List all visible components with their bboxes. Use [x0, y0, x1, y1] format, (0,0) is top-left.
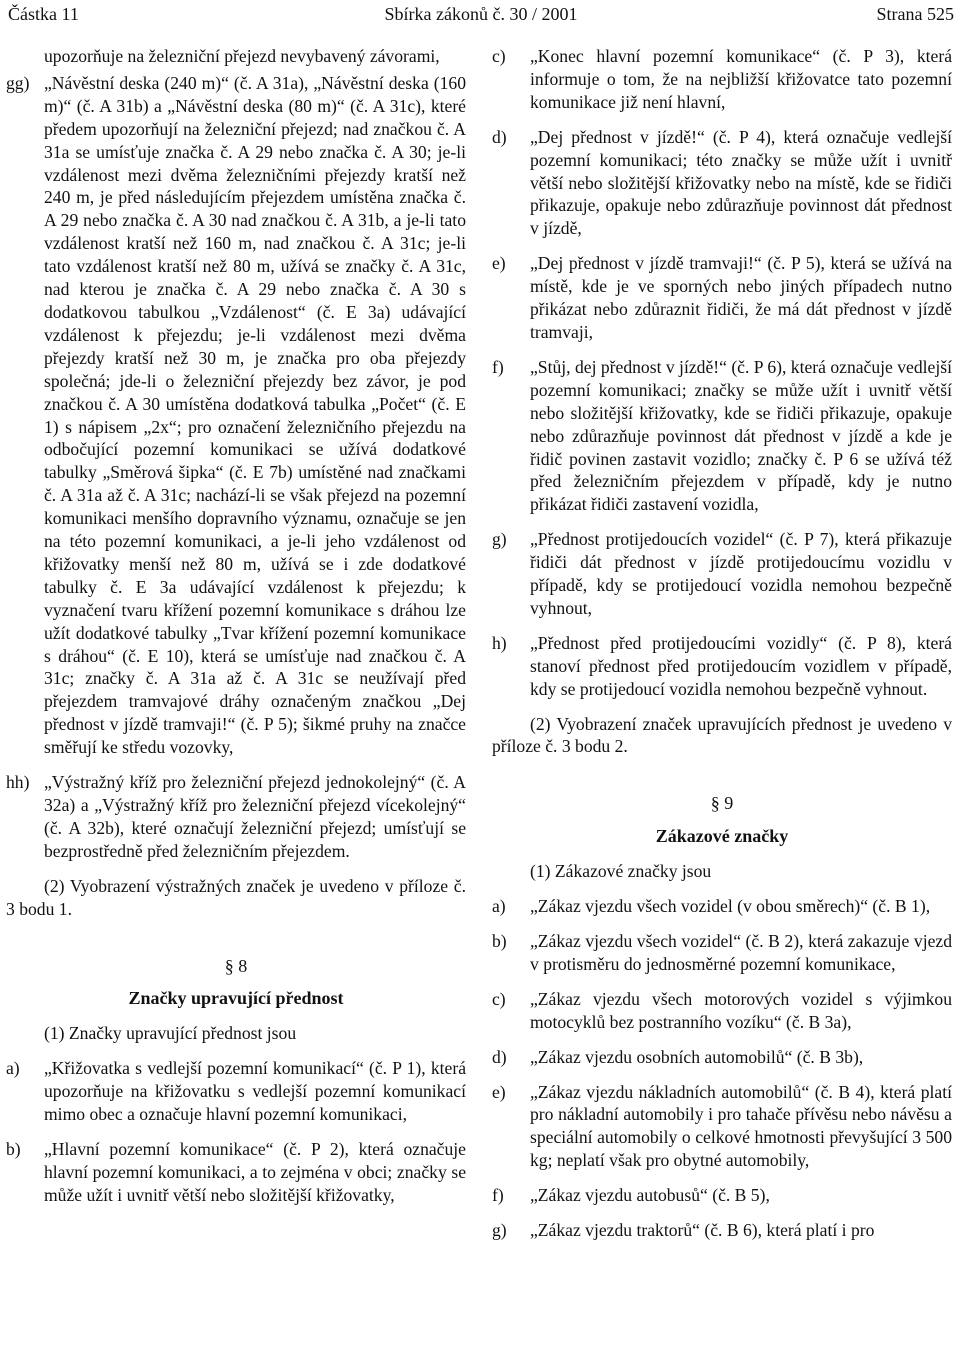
item-label: c)	[492, 46, 506, 66]
item-label: g)	[492, 1220, 507, 1241]
list-item-zg	[492, 1219, 952, 1242]
item-text: „Výstražný kříž pro železniční přejezd jednokolejný“ (č. A 32a) a „Výstražný kříž pro železniční přejezd vícekolejný“ (č. A 32b), které označují železniční přejezd; umísťují se bezprostředně před železničním přejezdem.	[44, 772, 466, 861]
list-item-ze	[492, 1081, 952, 1173]
item-label: a)	[6, 1058, 20, 1079]
section-number: § 9	[710, 793, 734, 814]
item-text: „Dej přednost v jízdě!“ (č. P 4), která označuje vedlejší pozemní komunikaci; této značky se může užít i uvnitř větší nebo složitější křižovatky nebo na místě, kde se řidiči přikazuje, opakuje nebo zdůrazňuje povinnost dát přednost v jízdě,	[530, 126, 952, 239]
list-item-zd	[492, 1046, 952, 1069]
list-item-zb	[492, 930, 952, 976]
item-text: „Zákaz vjezdu všech motorových vozidel s výjimkou motocyklů bez postranního vozíku“ (č. B 3a),	[530, 988, 952, 1032]
left-column	[6, 45, 466, 1219]
list-item-h	[492, 632, 952, 701]
item-text: „Zákaz vjezdu všech vozidel (v obou směrech)“ (č. B 1),	[530, 896, 931, 917]
item-label: b)	[6, 1138, 21, 1159]
item-text: „Zákaz vjezdu autobusů“ (č. B 5),	[530, 1185, 770, 1206]
item-text: „Zákaz vjezdu traktorů“ (č. B 6), která platí i pro	[530, 1220, 875, 1241]
section-number: § 8	[224, 955, 248, 976]
item-label: a)	[492, 896, 506, 917]
list-item-g	[492, 528, 952, 620]
item-text: „Přednost protijedoucích vozidel“ (č. P 7), která přikazuje řidiči dát přednost v jízdě protijedoucímu vozidlu v případě, kdy se protijedoucí vozidla nemohou bezpečně vyhnout,	[530, 529, 952, 618]
item-text: „Křižovatka s vedlejší pozemní komunikací“ (č. P 1), která upozorňuje na křižovatku s vedlejší pozemní komunikací mimo obec a označuje hlavní pozemní komunikaci,	[44, 1058, 466, 1125]
item-label: e)	[492, 1081, 506, 1102]
item-label: d)	[492, 126, 507, 147]
list-item-zf	[492, 1184, 952, 1207]
item-text: „Přednost před protijedoucími vozidly“ (č. P 8), která stanoví přednost před protijedoucím vozidlem v případě, kdy se protijedoucí vozidla nemohou bezpečně vyhnout.	[530, 632, 952, 699]
item-text: „Stůj, dej přednost v jízdě!“ (č. P 6), která označuje vedlejší pozemní komunikaci; značky se může užít i uvnitř větší nebo složitější křižovatky, kde se řidiči přikazuje, opakuje nebo zdůrazňuje povinnost dát přednost v jízdě a kde je řidič povinen zastavit vozidlo; značky č. P 6 se užívá též před železničním přejezdem v případě, kdy je nutno přikázat řidiči zastavení vozidla,	[530, 356, 952, 515]
page-header	[8, 4, 954, 32]
list-item-e	[492, 252, 952, 344]
item-text: „Zákaz vjezdu nákladních automobilů“ (č. B 4), která platí pro nákladní automobily i pro tahače přívěsu nebo návěsu a speciální automobily o celkové hmotnosti převyšující 3 500 kg; neplatí však pro obytné automobily,	[530, 1081, 952, 1171]
item-label: d)	[492, 1046, 507, 1067]
section-intro: (1) Zákazové značky jsou	[530, 861, 712, 882]
item-label: h)	[492, 632, 507, 653]
header-page-number: Strana 525	[876, 4, 954, 24]
item-label: f)	[492, 356, 504, 377]
header-collection: Sbírka zákonů č. 30 / 2001	[384, 4, 578, 24]
item-text: „Konec hlavní pozemní komunikace“ (č. P 3), která informuje o tom, že na nejbližší křižovatce tato pozemní komunikace již není hlavní,	[530, 46, 952, 112]
item-label: g)	[492, 529, 507, 550]
list-item-hh	[6, 771, 466, 863]
item-label: e)	[492, 253, 506, 274]
list-item-b	[6, 1138, 466, 1207]
section-title: Zákazové značky	[655, 826, 789, 847]
list-item-c	[492, 45, 952, 114]
section-title: Značky upravující přednost	[128, 988, 344, 1009]
item-text: „Zákaz vjezdu všech vozidel“ (č. B 2), která zakazuje vjezd v protisměru do jednosměrné pozemní komunikace,	[530, 931, 952, 974]
header-issue: Částka 11	[8, 4, 79, 24]
item-text: „Návěstní deska (240 m)“ (č. A 31a), „Návěstní deska (160 m)“ (č. A 31b) a „Návěstní deska (80 m)“ (č. A 31c), které předem upozorňují na železniční přejezd; nad značkou č. A 31a se umísťuje značka č. A 29 nebo značka č. A 30; je-li vzdálenost mezi dvěma železničními přejezdy kratší než 240 m, je před následujícím přejezdem umístěna značka č. A 29 nebo značka č. A 30 nad značkou č. A 31b, a je-li tato vzdálenost kratší než 160 m, nad značkou č. A 31c; je-li tato vzdálenost kratší než 80 m, užívá se značky č. A 31c, nad kterou je značka č. A 29 nebo značka č. A 30 s dodatkovou tabulkou „Vzdálenost“ (č. E 3a) udávající vzdálenost k přejezdu; je-li vzdálenost mezi dvěma přejezdy kratší než 30 m, je značka pro oba přejezdy společná; jde-li o železniční přejezdy bez závor, je pod značkou č. A 30 umístěna dodatková tabulka „Počet“ (č. E 1) s nápisem „2x“; pro označení železničního přejezdu na odbočující pozemní komunikaci se užívá dodatkové tabulky „Směrová šipka“ (č. E 7b) umístěné nad značkami č. A 31a až č. A 31c; nachází-li se však přejezd na pozemní komunikaci menšího dopravního významu, označuje se jen na této pozemní komunikaci, a je-li jeho vzdálenost od křižovatky menší než 80 m, užívá se i zde dodatkové tabulky č. E 3a udávající vzdálenost k přejezdu; k vyznačení tvaru křížení pozemní komunikace s dráhou lze užít dodatkové tabulky „Tvar křížení pozemní komunikace s dráhou“ (č. E 10), která se umísťuje nad značkou č. A 31c; značky č. A 31a až č. A 31c se neužívají před přejezdem tramvajové dráhy označeným značkou „Dej přednost v jízdě tramvaji!“ (č. P 5); šikmé pruhy na značce směřují ke středu vozovky,	[44, 72, 466, 758]
right-column	[492, 45, 952, 1254]
item-label: b)	[492, 931, 507, 951]
list-item-za	[492, 895, 952, 918]
item-label: gg)	[6, 72, 30, 93]
paragraph-2: (2) Vyobrazení značek upravujících přednost je uvedeno v příloze č. 3 bodu 2.	[492, 713, 952, 757]
list-item-zc	[492, 988, 952, 1034]
item-label: hh)	[6, 772, 30, 793]
item-text: „Dej přednost v jízdě tramvaji!“ (č. P 5), která se užívá na místě, kde je ve sporných nebo jiných případech nutno přikázat nebo zdůraznit řidiči, že má dát přednost v jízdě tramvaji,	[530, 253, 952, 342]
item-text: „Zákaz vjezdu osobních automobilů“ (č. B 3b),	[530, 1046, 864, 1067]
list-item-f	[492, 356, 952, 516]
list-item-d	[492, 126, 952, 241]
list-item-gg	[6, 72, 466, 759]
list-item-a	[6, 1057, 466, 1126]
paragraph-2: (2) Vyobrazení výstražných značek je uvedeno v příloze č. 3 bodu 1.	[6, 875, 466, 919]
item-label: f)	[492, 1185, 504, 1206]
item-text: „Hlavní pozemní komunikace“ (č. P 2), která označuje hlavní pozemní komunikaci, a to zejména v obci; značky se může užít i uvnitř větší nebo složitější křižovatky,	[44, 1138, 466, 1205]
item-label: c)	[492, 988, 506, 1009]
section-intro: (1) Značky upravující přednost jsou	[44, 1023, 297, 1044]
continued-text: upozorňuje na železniční přejezd nevybavený závorami,	[44, 46, 440, 66]
